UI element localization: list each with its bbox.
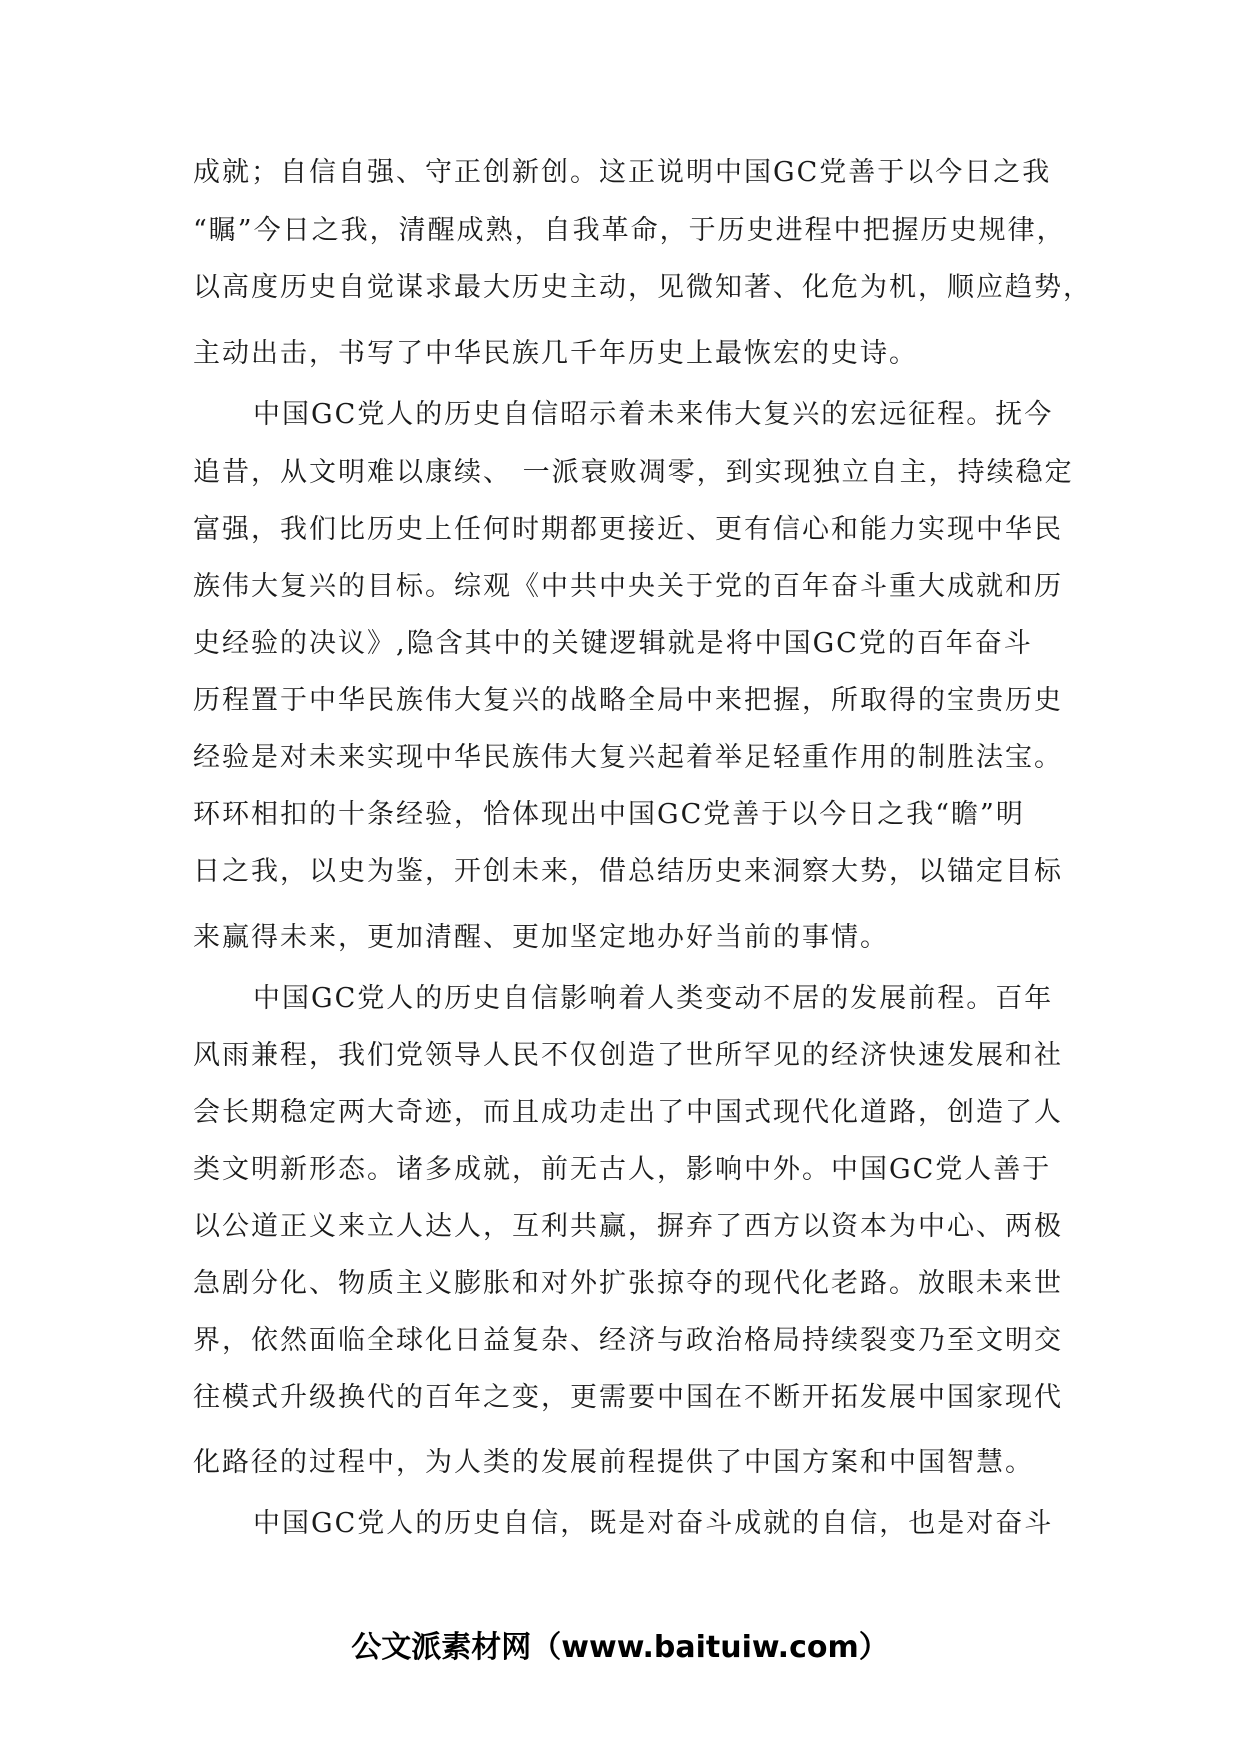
text-line: 类文明新形态。诸多成就，前无古人，影响中外。中国GC党人善于 <box>193 1154 1052 1185</box>
text-line: 以高度历史自觉谋求最大历史主动，见微知著、化危为机，顺应趋势， <box>193 272 1092 303</box>
text-line: 会长期稳定两大奇迹，而且成功走出了中国式现代化道路，创造了人 <box>193 1097 1063 1128</box>
text-line: 以公道正义来立人达人，互利共赢，摒弃了西方以资本为中心、两极 <box>193 1211 1063 1242</box>
text-line: “瞩”今日之我，清醒成熟，自我革命，于历史进程中把握历史规律， <box>193 215 1066 246</box>
text-line: 主动出击，书写了中华民族几千年历史上最恢宏的史诗。 <box>193 338 918 369</box>
paragraph-start-line: 中国GC党人的历史自信，既是对奋斗成就的自信，也是对奋斗 <box>253 1508 1054 1539</box>
text-line: 追昔，从文明难以康续、 一派衰败凋零，到实现独立自主，持续稳定 <box>193 457 1074 488</box>
text-line: 成就；自信自强、守正创新创。这正说明中国GC党善于以今日之我 <box>193 157 1052 188</box>
text-line: 环环相扣的十条经验，恰体现出中国GC党善于以今日之我“瞻”明 <box>193 799 1025 830</box>
text-line: 风雨兼程，我们党领导人民不仅创造了世所罕见的经济快速发展和社 <box>193 1040 1063 1071</box>
paragraph-start-line: 中国GC党人的历史自信昭示着未来伟大复兴的宏远征程。抚今 <box>253 399 1054 430</box>
text-line: 日之我，以史为鉴，开创未来，借总结历史来洞察大势，以锚定目标 <box>193 856 1063 887</box>
text-line: 往模式升级换代的百年之变，更需要中国在不断开拓发展中国家现代 <box>193 1382 1063 1413</box>
text-line: 化路径的过程中，为人类的发展前程提供了中国方案和中国智慧。 <box>193 1447 1034 1478</box>
text-line: 急剧分化、物质主义膨胀和对外扩张掠夺的现代化老路。放眼未来世 <box>193 1268 1063 1299</box>
paragraph-start-line: 中国GC党人的历史自信影响着人类变动不居的发展前程。百年 <box>253 983 1054 1014</box>
footer-watermark: 公文派素材网（www.baituiw.com） <box>351 1630 889 1665</box>
text-line: 史经验的决议》,隐含其中的关键逻辑就是将中国GC党的百年奋斗 <box>193 628 1033 659</box>
text-line: 来赢得未来，更加清醒、更加坚定地办好当前的事情。 <box>193 922 889 953</box>
text-line: 界，依然面临全球化日益复杂、经济与政治格局持续裂变乃至文明交 <box>193 1325 1063 1356</box>
text-line: 族伟大复兴的目标。综观《中共中央关于党的百年奋斗重大成就和历 <box>193 571 1063 602</box>
text-line: 经验是对未来实现中华民族伟大复兴起着举足轻重作用的制胜法宝。 <box>193 742 1063 773</box>
text-line: 富强，我们比历史上任何时期都更接近、更有信心和能力实现中华民 <box>193 514 1063 545</box>
text-line: 历程置于中华民族伟大复兴的战略全局中来把握，所取得的宝贵历史 <box>193 685 1063 716</box>
